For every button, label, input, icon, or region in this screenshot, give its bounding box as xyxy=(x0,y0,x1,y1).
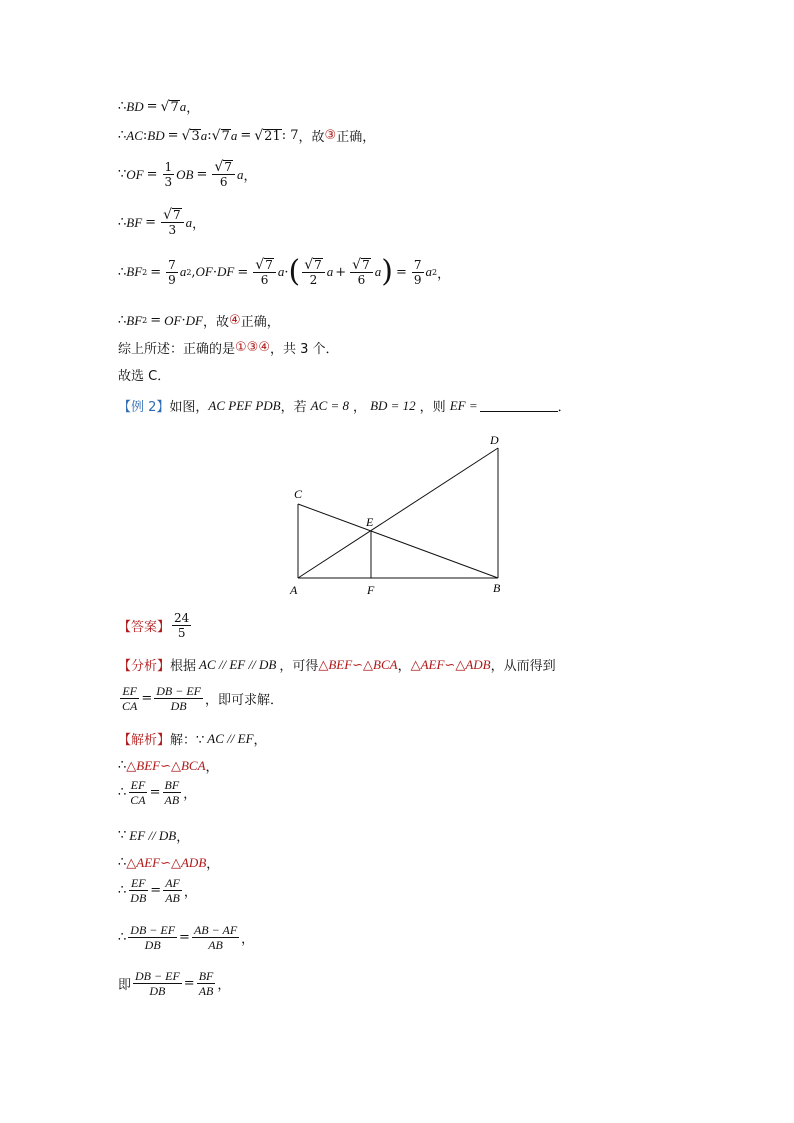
label-f: F xyxy=(367,583,375,597)
line-bf-squared: ∴ BF 2 = $\frac{7}{9}$ a 2 , OF · DF = √ 7 6 a · ( √ 7 2 a + √ 7 6 a ) = $\frac{7}{9}$ a 2 ， xyxy=(118,254,451,289)
line-bf: ∴ BF = √ 7 3 a ， xyxy=(118,207,206,237)
sqrt: √ 7 xyxy=(160,98,179,115)
answer-line: 【答案】 $\frac{24}{5}$ xyxy=(118,611,190,640)
line-choose: 故选 C． xyxy=(118,369,171,384)
line-conclusion-4: ∴ BF 2 = OF · DF ， 故 ④ 正确， xyxy=(118,312,280,330)
solution-line: 【解析】 解：∵ AC // EF ， xyxy=(118,730,267,748)
solution-step-2: ∴ $\frac{EF}{CA}$ = $\frac{BF}{AB}$ ， xyxy=(118,778,197,807)
line-bd: ∴ BD = √ 7 a ， xyxy=(118,98,200,116)
solution-tag: 【解析】 xyxy=(118,733,171,748)
solution-step-4: ∴ △AEF∽△ADB ， xyxy=(118,854,220,872)
line-summary: 综上所述：正确的是 ①③④ ，共 3 个． xyxy=(118,340,339,357)
segment-ad xyxy=(298,448,498,578)
line-ratio: ∴ AC : BD = √ 3 a : √ 7 a = √ 21 : 7 ， 故 ③ 正确， xyxy=(118,127,376,145)
answer-tag: 【答案】 xyxy=(118,620,171,635)
analysis-formula: $\frac{EF}{CA}$ = $\frac{DB - EF}{DB}$ ，即可求解． xyxy=(122,684,284,713)
label-e: E xyxy=(366,515,374,529)
solution-step-1: ∴ △BEF∽△BCA ， xyxy=(118,757,219,775)
line-of: ∵ OF = $\frac{1}{3}$ OB = √ 7 6 a ， xyxy=(118,159,257,189)
solution-step-6: ∴ $\frac{DB - EF}{DB}$ = $\frac{AB - AF}{AB}$ ， xyxy=(118,923,255,952)
answer-blank xyxy=(480,399,558,412)
segment-cb xyxy=(298,504,498,578)
label-a: A xyxy=(290,583,298,597)
label-c: C xyxy=(294,487,303,501)
example-tag: 【例 2】 xyxy=(118,400,170,415)
solution-step-5: ∴ $\frac{EF}{DB}$ = $\frac{AF}{AB}$ ， xyxy=(118,876,197,905)
solution-step-3: ∵ EF // DB ， xyxy=(118,827,190,845)
label-b: B xyxy=(493,581,501,595)
solution-step-7: 即 $\frac{DB - EF}{DB}$ = $\frac{BF}{AB}$ ， xyxy=(118,969,231,998)
analysis-tag: 【分析】 xyxy=(118,659,171,674)
label-d: D xyxy=(490,433,499,447)
geometry-figure xyxy=(286,432,526,602)
fraction: $\frac{1}{3}$ xyxy=(164,160,173,189)
analysis-line: 【分析】 根据 AC // EF // DB ，可得 △BEF∽△BCA ， △AEF∽△ADB ，从而得到 xyxy=(118,656,556,674)
example-2-question: 【例 2】 如图， AC PEF PDB ，若 AC = 8 ， BD = 12 ，则 EF = ． xyxy=(118,397,571,415)
